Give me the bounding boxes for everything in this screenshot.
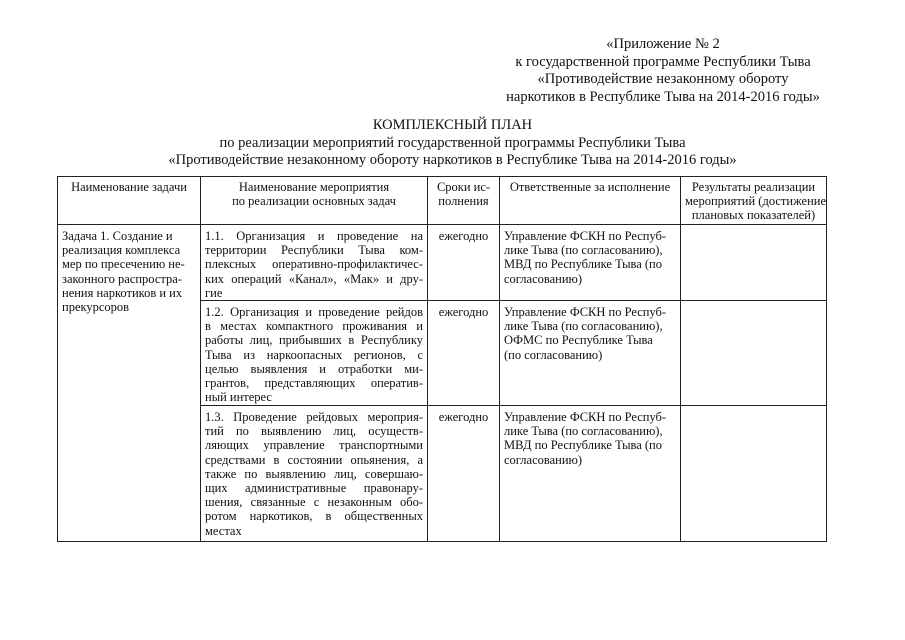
responsible-line: (по согласованию) — [504, 347, 603, 362]
task-line: мер по пресечению не- — [62, 257, 185, 272]
deadline-cell: ежегодно — [428, 225, 500, 301]
header-activity — [201, 177, 428, 225]
responsible-cell — [500, 406, 681, 542]
plan-subtitle: по реализации мероприятий государственной программы Республики Тыва — [219, 134, 686, 151]
activity-line: в местах компактного проживания и — [205, 319, 423, 334]
activity-line: 1.1. Организация и проведение на — [205, 229, 423, 243]
task-line: нения наркотиков и их — [62, 285, 183, 300]
activity-line: территории Республики Тыва ком- — [205, 243, 423, 258]
activity-line: местах — [205, 523, 242, 538]
table-row — [58, 225, 827, 301]
responsible-line: лике Тыва (по согласованию), — [504, 424, 663, 439]
appendix-line: «Противодействие незаконному обороту — [537, 71, 789, 87]
deadline-cell: ежегодно — [428, 406, 500, 542]
activity-line: грантов, представляющих оператив- — [205, 376, 423, 391]
responsible-line: лике Тыва (по согласованию), — [504, 319, 663, 334]
header-deadline — [428, 177, 500, 225]
activity-line: тий по выявлению лиц, осуществ- — [205, 424, 423, 439]
activity-line: плексных оперативно-профилактичес- — [205, 257, 423, 272]
responsible-line: Управление ФСКН по Респуб- — [504, 410, 667, 425]
activity-line: целью выявления и отработки ми- — [205, 361, 423, 376]
header-line: Наименование мероприятия — [238, 180, 390, 194]
responsible-line: Управление ФСКН по Респуб- — [504, 229, 667, 243]
activity-line: средствами в состоянии опьянения, а — [205, 452, 423, 467]
result-cell — [681, 225, 827, 301]
header-responsible — [500, 177, 681, 225]
appendix-note — [493, 36, 833, 106]
plan-table — [57, 176, 827, 542]
task-line: прекурсоров — [62, 300, 130, 315]
header-line: Наименование задачи — [71, 180, 187, 194]
activity-line: 1.2. Организация и проведение рейдов — [205, 305, 423, 320]
header-result — [681, 177, 827, 225]
task-line: Задача 1. Создание и — [62, 229, 173, 243]
activity-line: щих административные правонару- — [205, 481, 423, 496]
activity-line: ких операций «Канал», «Мак» и дру- — [205, 271, 423, 286]
responsible-line: согласованию) — [504, 271, 583, 286]
plan-heading — [0, 117, 905, 170]
activity-line: гие — [205, 285, 223, 300]
activity-cell — [201, 301, 428, 406]
header-line: Результаты реализации — [691, 180, 816, 194]
activity-line: также по выявлению лиц, совершаю- — [205, 466, 423, 481]
plan-subtitle: «Противодействие незаконному обороту наркотиков в Республике Тыва на 2014-2016 годы» — [168, 152, 737, 168]
result-cell — [681, 301, 827, 406]
responsible-line: МВД по Республике Тыва (по — [504, 438, 662, 453]
header-line: плановых показателей) — [691, 208, 816, 223]
header-line: Ответственные за исполнение — [509, 180, 671, 194]
task-line: реализация комплекса — [62, 243, 181, 258]
activity-line: 1.3. Проведение рейдовых мероприя- — [205, 410, 423, 425]
activity-cell — [201, 406, 428, 542]
appendix-line: наркотиков в Республике Тыва на 2014-2016 годы» — [506, 88, 820, 105]
header-line: по реализации основных задач — [232, 194, 396, 209]
plan-title: КОМПЛЕКСНЫЙ ПЛАН — [372, 117, 533, 133]
responsible-line: лике Тыва (по согласованию), — [504, 243, 663, 258]
activity-line: работы лиц, прибывших в Республику — [205, 333, 423, 348]
deadline-cell: ежегодно — [428, 301, 500, 406]
header-line: мероприятий (достижение — [685, 194, 827, 209]
appendix-line: к государственной программе Республики Тыва — [515, 53, 811, 70]
activity-line: шения, связанные с незаконным обо- — [205, 495, 423, 510]
result-cell — [681, 406, 827, 542]
table-header-row — [58, 177, 827, 225]
activity-line: ротом наркотиков, в общественных — [205, 509, 423, 524]
responsible-line: МВД по Республике Тыва (по — [504, 257, 662, 272]
responsible-cell — [500, 225, 681, 301]
header-task — [58, 177, 201, 225]
task-cell — [58, 225, 201, 542]
activity-line: Тыва из наркоопасных регионов, с — [205, 347, 423, 362]
header-line: Сроки ис- — [436, 180, 491, 194]
responsible-line: ОФМС по Республике Тыва — [504, 333, 653, 348]
header-line: полнения — [438, 194, 489, 209]
responsible-cell — [500, 301, 681, 406]
responsible-line: Управление ФСКН по Респуб- — [504, 305, 667, 320]
activity-line: ляющих управление транспортными — [205, 438, 423, 453]
appendix-line: «Приложение № 2 — [606, 36, 720, 52]
activity-line: ный интерес — [205, 390, 272, 405]
activity-cell — [201, 225, 428, 301]
task-line: законного распростра- — [62, 271, 182, 286]
responsible-line: согласованию) — [504, 452, 583, 467]
